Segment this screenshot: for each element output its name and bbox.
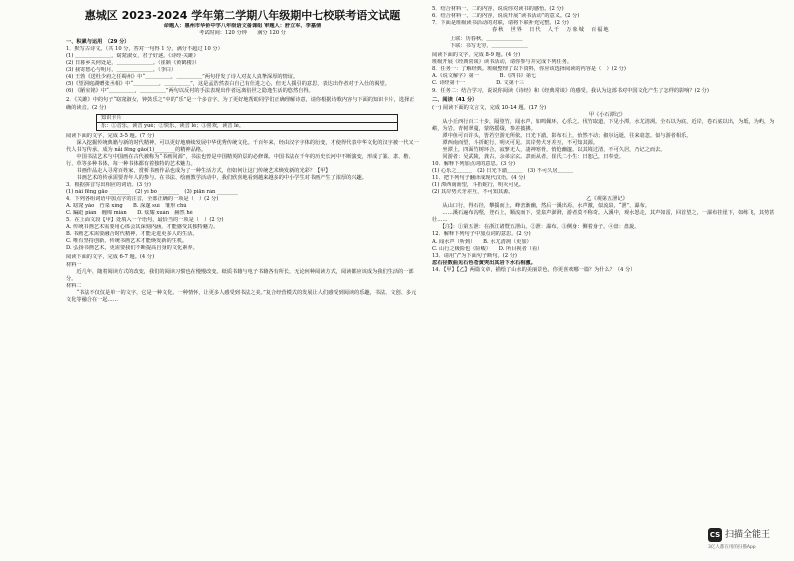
watermark-name: 扫描全能王 bbox=[725, 530, 771, 540]
question-1-line: (6) 《陋室铭》中“＿＿＿＿＿，＿＿＿＿＿”两句以反衬的手法表现出作者远离俗世之隐逸生活的悠然自得。 bbox=[66, 88, 314, 95]
subsection-heading: (一) 阅读下面的文言文，完成 10-14 题。(17 分) bbox=[432, 104, 547, 111]
material-text: 近几年，随着阅读方式的改变，我们的阅读习惯也在慢慢改变。纸质书籍与电子书籍各有所长，无论何种阅读方式，阅读都应该成为我们生活的一部分。 bbox=[66, 268, 414, 282]
exam-authors: 命题人：惠州市华侨中学八年级语文备课组 审题人：舒立军、李嘉倩 bbox=[163, 23, 322, 29]
question-5-option: B. 书画艺术需要融合时代精神，才能走进更多人的生活。 bbox=[66, 231, 198, 238]
question-5-option: A. 传统书画艺术需要用心体会其深刻内涵，才能感受其独特魅力。 bbox=[66, 224, 219, 231]
question-1-intro: 1．默写古诗文。（共 10 分，答对一句得 1 分，满分不超过 10 分） bbox=[66, 46, 223, 53]
exam-title: 惠城区 2023-2024 学年第二学期八年级期中七校联考语文试题 bbox=[84, 9, 401, 22]
question-1-line: (1) ＿＿＿＿＿＿＿，窈窕淑女，君子好逑。《诗经·关雎》 bbox=[66, 53, 199, 60]
question-1-line: (3) 我寄愁心与明月，＿＿＿＿＿＿＿。（李白） bbox=[66, 67, 177, 74]
passage-paragraph: 从小丘西行百二十步，隔篁竹，闻水声，如鸣佩环，心乐之。伐竹取道，下见小潭，水尤清冽。全石以为底，近岸，卷石底以出，为坻，为屿，为嵁，为岩。青树翠蔓，蒙络摇缀，参差披拂。 bbox=[432, 118, 775, 132]
question-8: 8．任务一：了解经典。班级整理了以下资料，你应该选择阅读的内容是（ ）(2 分) bbox=[432, 66, 626, 73]
passage-paragraph: 潭中鱼可百许头，皆若空游无所依。日光下澈，影布石上，佁然不动；俶尔远逝，往来翕忽。似与游者相乐。 bbox=[432, 132, 692, 139]
passage-title: 甲《小石潭记》 bbox=[588, 111, 626, 118]
question-13: 13．请用“/”为下面句子断句。(2 分) bbox=[432, 252, 517, 259]
passage-paragraph: 中国书法艺术与中国画在古代被称为“书画同源”，书法也曾是中国精英阶层的必修课。中国书法在千年的历史长河中不断演变，形成了篆、隶、楷、行、草等多种书体，每一种书体都有着独特的艺术魅力。 bbox=[66, 153, 414, 167]
reading-intro: 阅读下面的文字，完成 8-9 题。(4 分) bbox=[432, 52, 521, 59]
question-8-option: C. 诗经第十一 D. 文第十三 bbox=[432, 80, 525, 87]
couplet-box bbox=[432, 36, 782, 50]
question-12-option: C. 山行之极险也（险峻） D. 所目视者（看） bbox=[432, 245, 543, 252]
question-1-line: (2) 日暮乡关何处是，＿＿＿＿＿＿＿。（崔颢《黄鹤楼》） bbox=[66, 60, 200, 67]
question-12: 12．解释下列句子中加点词的意思。(2 分) bbox=[432, 231, 531, 238]
scanner-watermark bbox=[708, 528, 790, 558]
passage-paragraph: 坐潭上，四面竹树环合，寂寥无人，凄神寒骨，悄怆幽邃。以其境过清，不可久居，乃记之而去。 bbox=[432, 146, 666, 153]
passage-paragraph: 同游者：吴武陵，龚古，余弟宗玄。隶而从者，崔氏二小生：曰恕己，曰奉壹。 bbox=[432, 153, 624, 160]
passage-paragraph: 从山口行，得石径，攀援而上，峰峦渐幽，然后一溪出焉，水声激，似流泉，“泄”，瀑布。 bbox=[432, 203, 650, 210]
question-10: 10．解释下列加点词的意思。(3 分) bbox=[432, 160, 516, 167]
couplet-lower: 下联：书写无穷，＿＿＿＿＿＿＿ bbox=[450, 43, 528, 50]
question-4: 4．下列各组词语中加点字的注音，全部正确的一项是（ ）(2 分) bbox=[66, 196, 219, 203]
question-line: 6．结合材料一、二的内容，说说开展“读书活动”的意义。(2 分) bbox=[432, 13, 580, 20]
question-line: 7．下面是班级读书活动的对联，请将下联补充完整。(2 分) bbox=[432, 20, 569, 27]
reading-intro: 阅读下面的文字，完成 6-7 题。(4 分) bbox=[66, 254, 155, 261]
question-11-item: (2) 其岸势犬牙差互，不可知其源。 bbox=[432, 189, 514, 196]
question-line: 班级开展《经典常谈》读书活动，请你参与并完成下列任务。 bbox=[432, 59, 573, 66]
passage-title: 乙《观第五泄记》 bbox=[586, 196, 628, 203]
question-3: 3．根据拼音写出相应的词语。(3 分) bbox=[66, 181, 151, 188]
passage-paragraph: ……溪石遍布沟壑，登石上，顺流而下，觉泉声澎湃，游者莫不称奇。入溪中，观水怒走，其声如雷，回首望之，一瀑布挂崖下，如练飞，其势甚壮…… bbox=[432, 210, 775, 224]
material-title: 材料一 bbox=[66, 261, 82, 268]
material-text: “书法不仅仅是单一的文字，它是一种文化、一种情怀，让更多人感受到书法之美。”复合经营模式的发展让人们感受到阅读的乐趣，书法、文创、多元文化等融合在一起…… bbox=[66, 289, 417, 303]
question-14: 14．【甲】【乙】两篇文章，描绘了山水的美丽景色，你更喜欢哪一篇？为什么？（4 分） bbox=[432, 266, 636, 273]
question-11: 11．把下列句子翻译成现代汉语。(4 分) bbox=[432, 175, 526, 182]
question-2-intro: 2．《关雎》中的句子“窈窕淑女，钟鼓乐之”中的“乐”是一个多音字。为了更好地帮助同学们正确理解诗意，请你根据诗歌内容与下面的知识卡片，选择正确的读音。(2 分) bbox=[66, 97, 415, 111]
camscanner-logo-icon: CS bbox=[708, 528, 722, 542]
material-title: 材料二 bbox=[66, 282, 82, 289]
watermark-subtitle: 3亿人都在用的扫描App bbox=[708, 545, 756, 550]
question-11-item: (1) 潭西南而望，斗折蛇行，明灭可见。 bbox=[432, 182, 524, 189]
passage-paragraph: 深入挖掘传统典籍与新的时代精神，可以更好地赓续发展中华优秀传统文化。千百年来，经由汉字字体的衍变，才使得代表中华文化的汉字被一代又一代人书写传承，成为 nǎi fēnɡ ɡāo(1)________的精神品格。 bbox=[66, 139, 419, 153]
question-3-items: (1) nǎi fēnɡ ɡāo ________ (2) yì bó ________ (3) piān rán ________ bbox=[66, 189, 238, 196]
question-9: 9．任务二：结合学习，说说你阅读《诗经》和《经典常谈》的感受。我认为这部书对中国文化产生了怎样的影响？(2 分) bbox=[432, 87, 709, 94]
knowledge-card-body: 乐：①音乐，读音 yuè；②快乐，读音 lè；③喜欢，读音 lè。 bbox=[101, 122, 245, 129]
passage-paragraph: 潭西南而望，斗折蛇行，明灭可见。其岸势犬牙差互，不可知其源。 bbox=[432, 139, 599, 146]
question-8-option: A.《说文解字》第一 B.《四书》第七 bbox=[432, 73, 537, 80]
couplet-options: 春秋 世界 日代 人千 万象城 百福地 bbox=[492, 27, 610, 34]
right-column bbox=[432, 6, 782, 274]
passage-paragraph: 书画作品走入寻常百姓家，赏析书画作品也成为了一种生活方式，但如何让这门传统艺术焕发新的光彩？【甲】 bbox=[66, 167, 331, 174]
exam-time: 考试时间：120 分钟 满分 120 分 bbox=[199, 30, 286, 37]
passage-paragraph: 书画艺术的传承需要青年人的参与。在书法、绘画教学活动中，我们欣喜地看到越来越多的中小学生对书画产生了浓厚的兴趣。 bbox=[66, 174, 367, 181]
section-heading: 一、积累与运用 （29 分） bbox=[66, 39, 130, 46]
question-1-line: (4) 王勃《送杜少府之任蜀州》中“＿＿＿＿＿，＿＿＿＿＿”两句抒发了诗人对友人真挚深厚的情谊。 bbox=[66, 74, 299, 81]
question-12-option: A. 闻水声（听到） B. 水尤清冽（更加） bbox=[432, 238, 532, 245]
couplet-upper: 上联：历春秋，＿＿＿＿＿＿＿ bbox=[450, 36, 523, 43]
question-5-option: C. 唯有坚持创新，传统书画艺术才能焕发新的生机。 bbox=[66, 238, 188, 245]
reading-intro: 阅读下面的文字，完成 3-5 题。(7 分) bbox=[66, 132, 155, 139]
knowledge-card-title: 知识卡片 bbox=[97, 115, 397, 123]
question-5-option: D. 弘扬书画艺术，更需要我们不断提高自身的文化素养。 bbox=[66, 245, 198, 252]
question-line: 5．结合材料一、二的内容，说说你对读书的感悟。(2 分) bbox=[432, 6, 564, 12]
section-heading: 二、阅读（41 分） bbox=[432, 96, 478, 103]
question-4-option: C. 蹁跹 pián 缠绵 mián D. 炫耀 xuàn 赫然 hè bbox=[66, 210, 193, 217]
passage-note: 【注】：①第五泄：在浙江诸暨五泄山。②泄：瀑布。③侧身：侧着身子。④盘：盘旋。 bbox=[432, 224, 640, 231]
question-4-option: A. 窈窕 yǎo 荇菜 xìng B. 深邃 suì 雏形 chú bbox=[66, 203, 187, 210]
left-column bbox=[66, 6, 419, 304]
knowledge-card bbox=[96, 114, 398, 131]
question-10-items: (1) 心乐之＿＿＿ (2) 日光下澈＿＿＿ (3) 不可久居＿＿＿ bbox=[432, 168, 574, 175]
question-13-text: 忽石径数曲见石色苍黄突出其岩下水石相激。 bbox=[432, 259, 536, 266]
question-1-line: (5)《望洞庭湖赠张丞相》中“＿＿＿＿＿，＿＿＿＿＿”，这是孟浩然表白自己有仕进之心，但无人援引的意思，表达出作者对于入仕的渴望。 bbox=[66, 81, 390, 88]
question-5: 5．在上面文段【甲】处填入一个语句，最恰当的一项是（ ）(2 分) bbox=[66, 217, 224, 224]
